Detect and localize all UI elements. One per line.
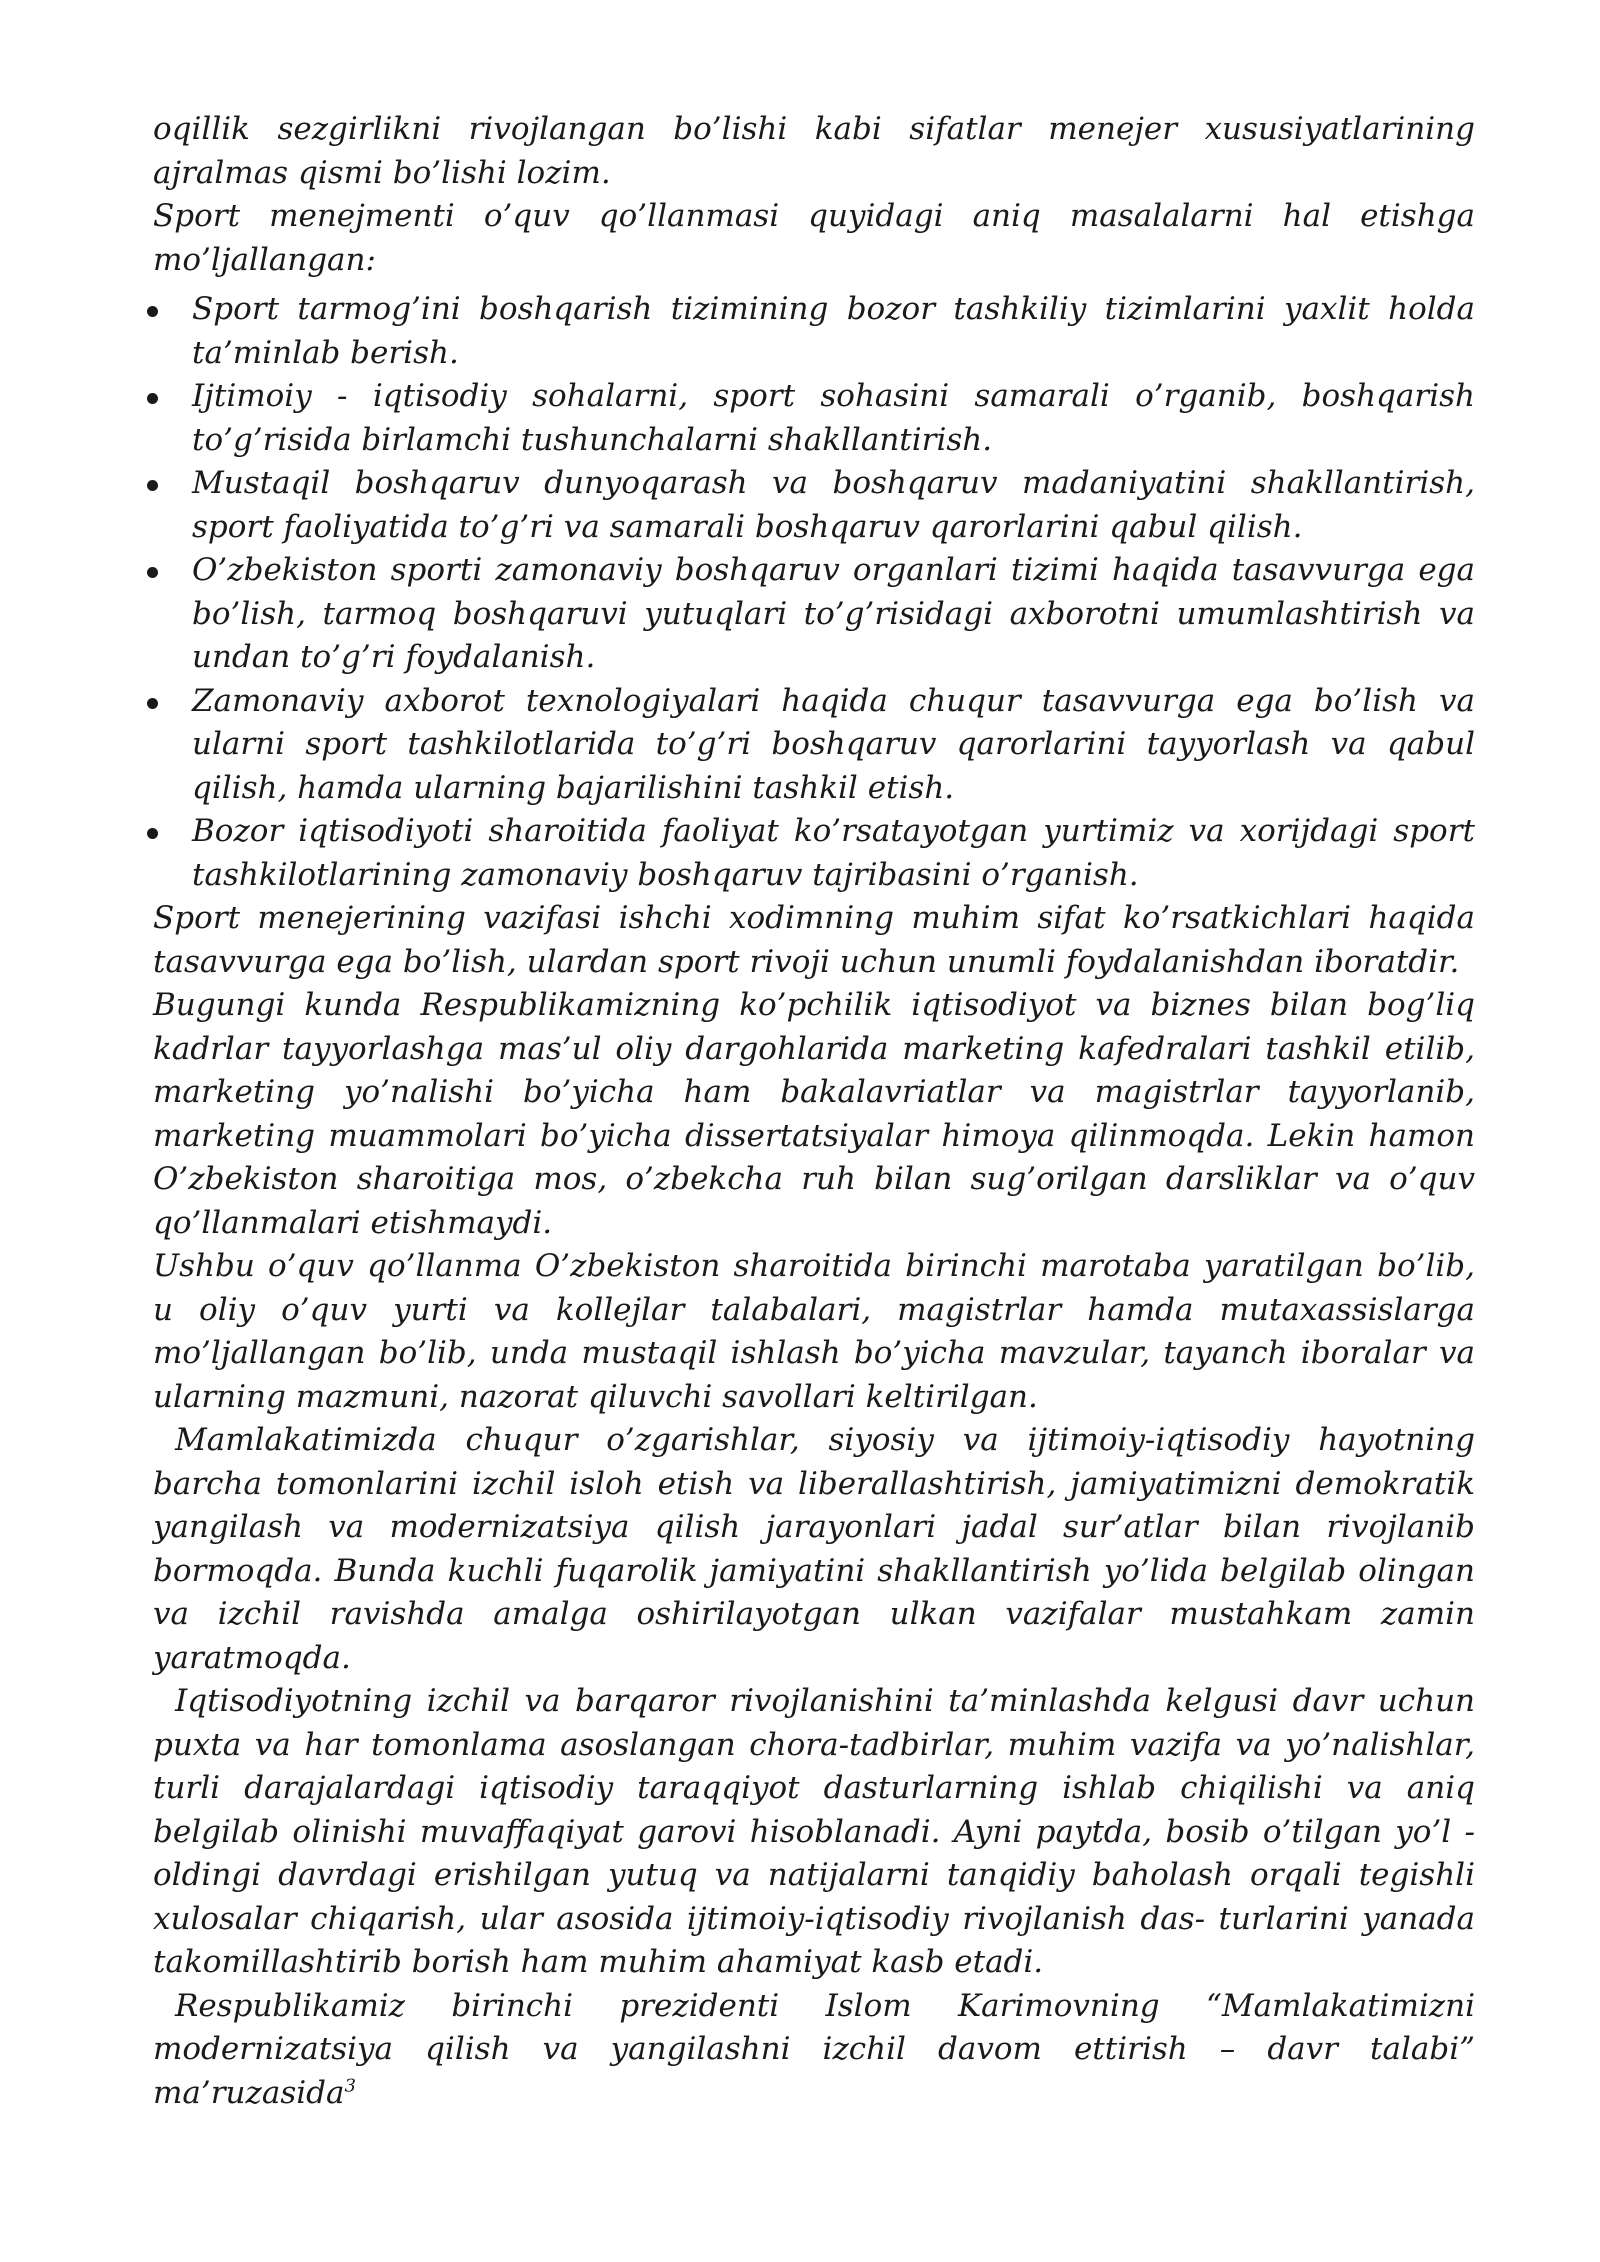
paragraph-manager-task: Sport menejerining vazifasi ishchi xodimning muhim sifat ko’rsatkichlari haqida tasavvurga ega bo’lish, ulardan sport rivoji uchun unumli foydalanishdan iboratdir. (153, 900, 1475, 980)
bullet-icon (147, 480, 158, 491)
task-list (153, 288, 1475, 897)
paragraph-speech-text: Respublikamiz birinchi prezidenti Islom Karimovning “Mamlakatimizni modernizatsiya qilish va yangilashni izchil davom ettirish – davr talabi” ma’ruzasida (153, 1987, 1475, 2111)
paragraph-manual: Ushbu o’quv qo’llanma O’zbekiston sharoitida birinchi marotaba yaratilgan bo’lib, u oliy o’quv yurti va kollejlar talabalari, magistrlar hamda mutaxassislarga mo’ljallangan bo’lib, unda mustaqil ishlash bo’yicha mavzular, tayanch iboralar va ularning mazmuni, nazorat qiluvchi savollari keltirilgan. (153, 1248, 1475, 1415)
document-page (153, 108, 1475, 2115)
list-item-text: Mustaqil boshqaruv dunyoqarash va boshqaruv madaniyatini shakllantirish, sport faoliyatida to’g’ri va samarali boshqaruv qarorlarini qabul qilish. (192, 465, 1475, 545)
list-item (153, 810, 1475, 897)
list-item-text: Ijtimoiy - iqtisodiy sohalarni, sport sohasini samarali o’rganib, boshqarish to’g’risida birlamchi tushunchalarni shakllantirish. (192, 378, 1475, 458)
paragraph-marketing: Bugungi kunda Respublikamizning ko’pchilik iqtisodiyot va biznes bilan bog’liq kadrlar tayyorlashga mas’ul oliy dargohlarida marketing kafedralari tashkil etilib, marketing yo’nalishi bo’yicha ham bakalavriatlar va magistrlar tayyorlanib, marketing muammolari bo’yicha dissertatsiyalar himoya qilinmoqda. Lekin hamon O’zbekiston sharoitiga mos, o’zbekcha ruh bilan sug’orilgan darsliklar va o’quv qo’llanmalari etishmaydi. (153, 987, 1475, 1241)
list-item (153, 288, 1475, 375)
list-item (153, 462, 1475, 549)
list-item (153, 375, 1475, 462)
bullet-icon (147, 306, 158, 317)
footnote-marker[interactable]: 3 (344, 2075, 356, 2097)
list-item-text: Zamonaviy axborot texnologiyalari haqida chuqur tasavvurga ega bo’lish va ularni sport tashkilotlarida to’g’ri boshqaruv qarorlarini tayyorlash va qabul qilish, hamda ularning bajarilishini tashkil etish. (192, 682, 1475, 806)
bullet-icon (147, 567, 158, 578)
list-item-text: Sport tarmog’ini boshqarish tizimining bozor tashkiliy tizimlarini yaxlit holda ta’minlab berish. (192, 291, 1475, 371)
bullet-icon (147, 698, 158, 709)
bullet-icon (147, 393, 158, 404)
list-item (153, 549, 1475, 680)
paragraph-purpose: Sport menejmenti o’quv qo’llanmasi quyidagi aniq masalalarni hal etishga mo’ljallangan: (153, 198, 1475, 278)
list-item (153, 680, 1475, 811)
list-item-text: Bozor iqtisodiyoti sharoitida faoliyat ko’rsatayotgan yurtimiz va xorijdagi sport tashkilotlarining zamonaviy boshqaruv tajribasini o’rganish. (192, 813, 1475, 893)
paragraph-reforms: Mamlakatimizda chuqur o’zgarishlar, siyosiy va ijtimoiy-iqtisodiy hayotning barcha tomonlarini izchil isloh etish va liberallashtirish, jamiyatimizni demokratik yangilash va modernizatsiya qilish jarayonlari jadal sur’atlar bilan rivojlanib bormoqda. Bunda kuchli fuqarolik jamiyatini shakllantirish yo’lida belgilab olingan va izchil ravishda amalga oshirilayotgan ulkan vazifalar mustahkam zamin yaratmoqda. (153, 1422, 1475, 1676)
bullet-icon (147, 828, 158, 839)
paragraph-speech (153, 1985, 1475, 2116)
list-item-text: O’zbekiston sporti zamonaviy boshqaruv organlari tizimi haqida tasavvurga ega bo’lish, tarmoq boshqaruvi yutuqlari to’g’risidagi axborotni umumlashtirish va undan to’g’ri foydalanish. (192, 552, 1475, 675)
paragraph-intro: oqillik sezgirlikni rivojlangan bo’lishi kabi sifatlar menejer xususiyatlarining ajralmas qismi bo’lishi lozim. (153, 111, 1475, 191)
paragraph-economy: Iqtisodiyotning izchil va barqaror rivojlanishini ta’minlashda kelgusi davr uchun puxta va har tomonlama asoslangan chora-tadbirlar, muhim vazifa va yo’nalishlar, turli darajalardagi iqtisodiy taraqqiyot dasturlarning ishlab chiqilishi va aniq belgilab olinishi muvaffaqiyat garovi hisoblanadi. Ayni paytda, bosib o’tilgan yo’l - oldingi davrdagi erishilgan yutuq va natijalarni tanqidiy baholash orqali tegishli xulosalar chiqarish, ular asosida ijtimoiy-iqtisodiy rivojlanish das- turlarini yanada takomillashtirib borish ham muhim ahamiyat kasb etadi. (153, 1683, 1475, 1980)
